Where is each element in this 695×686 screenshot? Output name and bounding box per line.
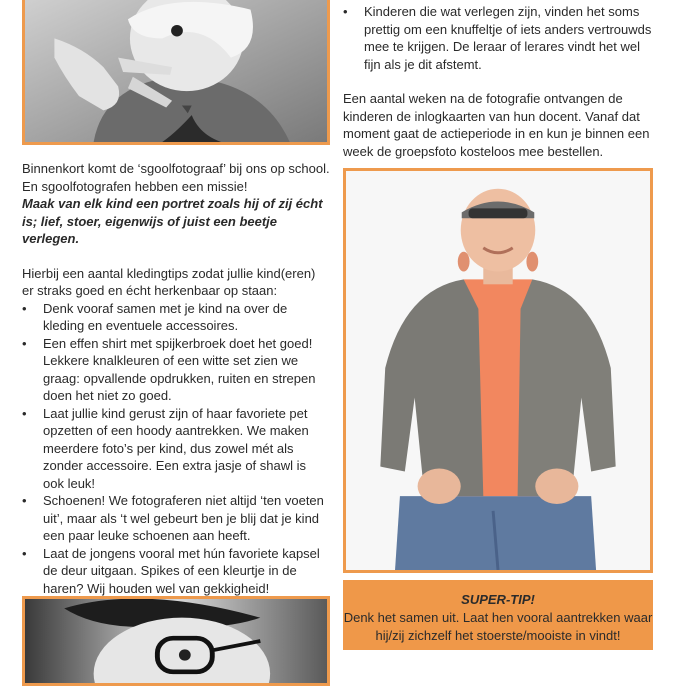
list-item: • Denk vooraf samen met je kind na over de kleding en eventuele accessoires. xyxy=(22,300,330,335)
photo-child-glasses xyxy=(22,596,330,686)
photo-boy-peace-sign-image xyxy=(25,0,327,142)
mission-statement: Maak van elk kind een portret zoals hij of zij écht is; lief, stoer, eigenwijs of juist een beetje verlegen. xyxy=(22,196,323,246)
list-item: • Schoenen! We fotograferen niet altijd ‘ten voeten uit’, maar als ‘t wel gebeurt ben je blij dat je kind een paar leuke schoenen aan heeft. xyxy=(22,492,330,545)
photo-boy-peace-sign xyxy=(22,0,330,145)
intro-line-1: Binnenkort komt de ‘sgoolfotograaf’ bij ons op school. xyxy=(22,161,330,176)
super-tip-title: SUPER-TIP! xyxy=(461,592,535,607)
photo-boy-blazer-image xyxy=(346,171,650,570)
super-tip-text: Denk het samen uit. Laat hen vooral aantrekken waar hij/zij zichzelf het stoerste/mooiste in vindt! xyxy=(343,610,653,643)
list-item: • Laat jullie kind gerust zijn of haar favoriete pet opzetten of een hoody aantrekken. We maken meerdere foto’s per kind, dus zowel mét als zonder accessoire. Een extra jasje of shawl is ook leuk! xyxy=(22,405,330,493)
photo-boy-blazer xyxy=(343,168,653,573)
shy-kids-list xyxy=(343,3,653,73)
after-photography-text: Een aantal weken na de fotografie ontvangen de kinderen de inlogkaarten van hun docent. Vanaf dat moment gaat de actieperiode in en kun je binnen een week de groepsfoto kosteloos mee bestellen. xyxy=(343,91,650,159)
list-item: • Kinderen die wat verlegen zijn, vinden het soms prettig om een knuffeltje of iets anders vertrouwds mee te krijgen. De leraar of lerares vindt het wel fijn als je dit afstemt. xyxy=(343,3,653,73)
super-tip-box xyxy=(343,580,653,650)
photo-child-glasses-image xyxy=(25,599,327,683)
left-column xyxy=(22,160,330,597)
list-item: • Laat de jongens vooral met hún favoriete kapsel de deur uitgaan. Spikes of een kleurtje in de haren? Wij houden wel van gekkigheid! xyxy=(22,545,330,598)
list-item: • Een effen shirt met spijkerbroek doet het goed! Lekkere knalkleuren of een witte set zien we graag: opvallende opdrukken, ruiten en strepen doen het niet zo goed. xyxy=(22,335,330,405)
intro-line-2: En sgoolfotografen hebben een missie! xyxy=(22,178,248,194)
tips-intro: Hierbij een aantal kledingtips zodat jullie kind(eren) er straks goed en écht herkenbaar op staan: xyxy=(22,265,316,298)
clothing-tips-list xyxy=(22,300,330,598)
right-column-top xyxy=(343,3,653,160)
